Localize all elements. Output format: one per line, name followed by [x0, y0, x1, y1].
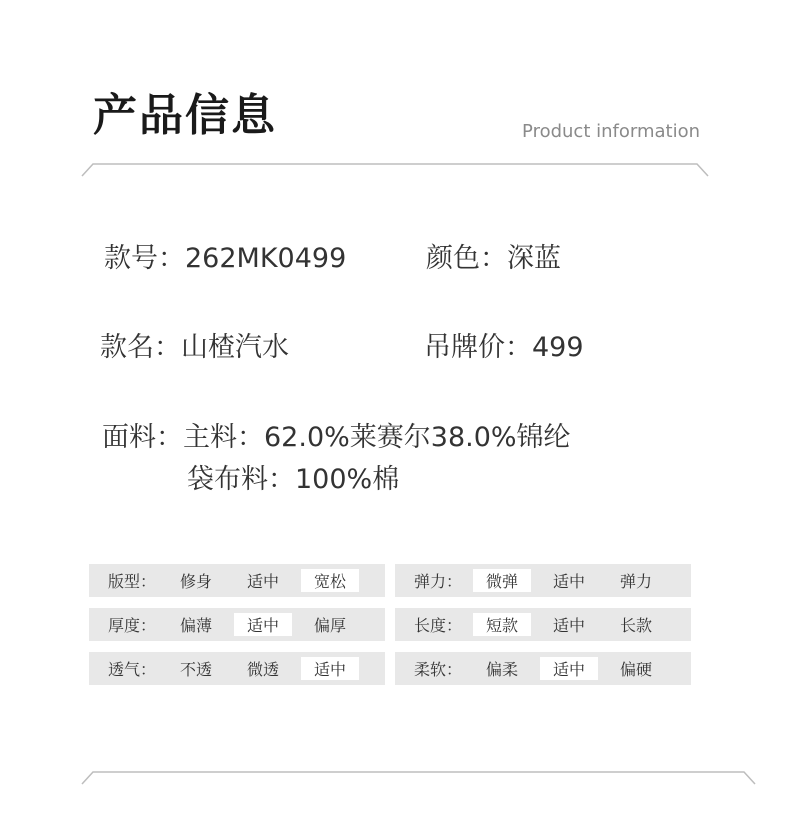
- fabric-pocket: 袋布料：100%棉: [187, 464, 400, 495]
- spec-elasticity: [395, 564, 691, 597]
- price-label: 吊牌价：: [424, 332, 532, 363]
- spec-option: 偏薄: [179, 616, 212, 635]
- bottom-divider: [0, 768, 790, 788]
- style-name-row: [100, 331, 289, 365]
- top-divider: [0, 160, 790, 180]
- page-title: 产品信息: [93, 90, 277, 141]
- spec-option: 修身: [179, 572, 212, 591]
- spec-option: 偏厚: [313, 616, 346, 635]
- spec-option: 微弹: [473, 569, 531, 592]
- color-value: 深蓝: [507, 243, 561, 274]
- spec-label: 柔软：: [414, 660, 463, 679]
- spec-table-right: [395, 564, 691, 685]
- spec-label: 长度：: [414, 616, 463, 635]
- fabric-row: [102, 421, 571, 455]
- spec-label: 厚度：: [108, 616, 157, 635]
- color-row: [426, 242, 561, 276]
- spec-option: 偏硬: [619, 660, 652, 679]
- fabric-main: 主料：62.0%莱赛尔38.0%锦纶: [183, 422, 571, 453]
- price-value: 499: [532, 332, 584, 363]
- spec-option: 短款: [473, 613, 531, 636]
- spec-option: 适中: [552, 572, 585, 591]
- fabric-pocket-row: [187, 463, 399, 497]
- spec-option: 适中: [234, 613, 292, 636]
- spec-label: 透气：: [108, 660, 157, 679]
- color-label: 颜色：: [426, 243, 507, 274]
- style-number-row: [104, 242, 346, 276]
- style-name-value: 山楂汽水: [181, 332, 289, 363]
- spec-option: 宽松: [301, 569, 359, 592]
- spec-fit: [89, 564, 385, 597]
- spec-breathability: [89, 652, 385, 685]
- page-subtitle: Product information: [522, 121, 700, 142]
- spec-option: 不透: [179, 660, 212, 679]
- spec-table-left: [89, 564, 385, 685]
- spec-option: 适中: [552, 616, 585, 635]
- spec-option: 长款: [619, 616, 652, 635]
- spec-label: 弹力：: [414, 572, 463, 591]
- spec-option: 适中: [301, 657, 359, 680]
- spec-option: 微透: [246, 660, 279, 679]
- spec-option: 偏柔: [485, 660, 518, 679]
- spec-option: 适中: [246, 572, 279, 591]
- spec-softness: [395, 652, 691, 685]
- spec-length: [395, 608, 691, 641]
- style-name-label: 款名：: [100, 332, 181, 363]
- spec-label: 版型：: [108, 572, 157, 591]
- spec-thickness: [89, 608, 385, 641]
- price-row: [424, 331, 584, 365]
- fabric-label: 面料：: [102, 422, 183, 453]
- style-number-value: 262MK0499: [185, 243, 347, 274]
- spec-option: 适中: [540, 657, 598, 680]
- style-number-label: 款号：: [104, 243, 185, 274]
- spec-option: 弹力: [619, 572, 652, 591]
